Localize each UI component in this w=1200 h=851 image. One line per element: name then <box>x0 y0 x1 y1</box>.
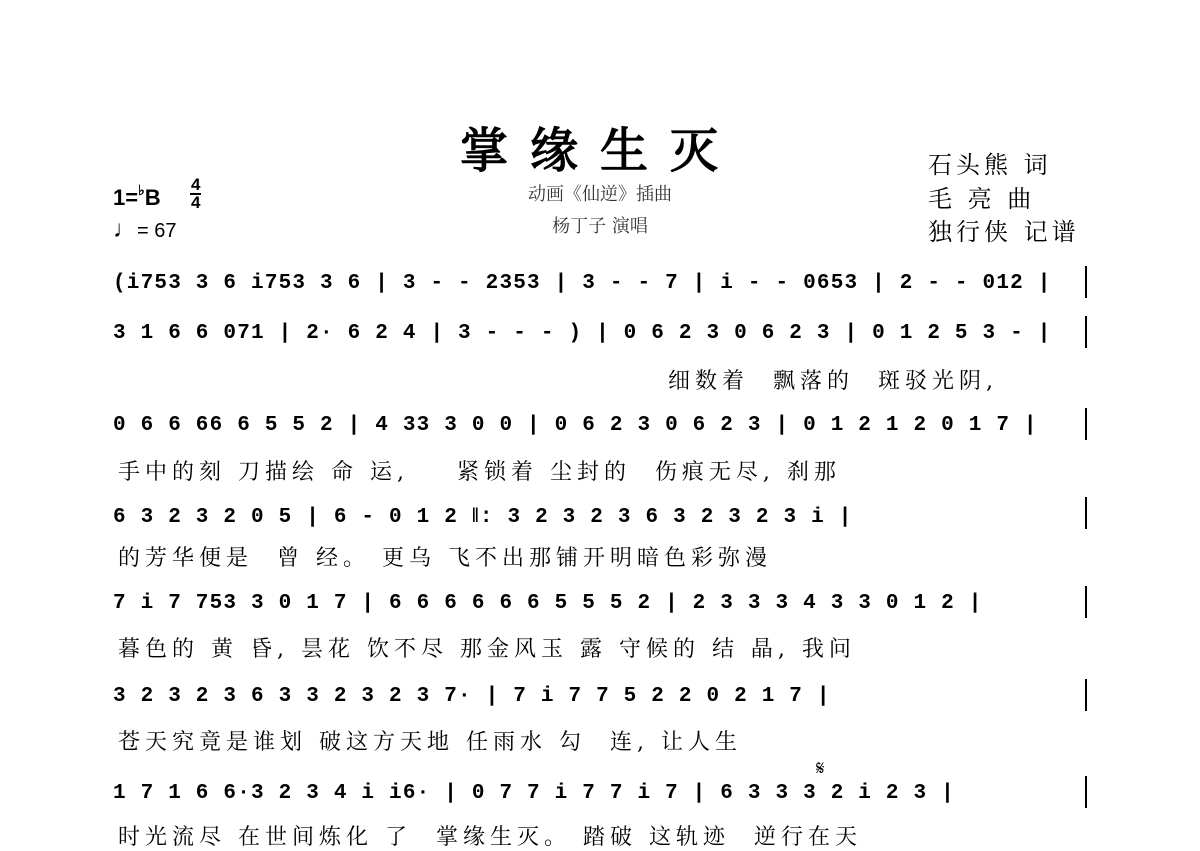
lyric-row: 的芳华便是 曾 经。 更乌 飞不出那铺开明暗色彩弥漫 <box>118 546 772 571</box>
key-signature <box>113 182 161 211</box>
system-end-barline <box>1085 586 1087 618</box>
key-note: B <box>144 185 161 210</box>
system-end-barline <box>1085 266 1087 298</box>
system-end-barline <box>1085 679 1087 711</box>
flat-icon: ♭ <box>138 182 145 198</box>
system-end-barline <box>1085 497 1087 529</box>
notation-row: 6 3 2 3 2 0 5 | 6 - 0 1 2 ‖: 3 2 3 2 3 6 3 2 3 2 3 i | <box>113 506 853 529</box>
subtitle: 动画《仙逆》插曲 <box>528 184 672 205</box>
notation-row: 0 6 6 66 6 5 5 2 | 4 33 3 0 0 | 0 6 2 3 0 6 2 3 | 0 1 2 1 2 0 1 7 | <box>113 414 1038 437</box>
meter-bottom: 4 <box>191 193 201 212</box>
key-prefix: 1= <box>113 185 139 210</box>
notation-row: 1 7 1 6 6·3 2 3 4 i i6· | 0 7 7 i 7 7 i 7 | 6 3 3 3 2 i 2 3 | <box>113 782 955 805</box>
lyric-row: 时光流尽 在世间炼化 了 掌缘生灭。 踏破 这轨迹 逆行在天 <box>118 825 862 850</box>
composer-credit: 毛 亮 曲 <box>928 185 1036 213</box>
system-end-barline <box>1085 316 1087 348</box>
notation-row: 3 2 3 2 3 6 3 3 2 3 2 3 7· | 7 i 7 7 5 2 2 0 2 1 7 | <box>113 685 831 708</box>
lyricist-credit: 石头熊 词 <box>928 151 1052 179</box>
singer-credit: 杨丁子 演唱 <box>552 216 648 237</box>
lyric-row: 细数着 飘落的 斑驳光阴, <box>668 369 998 394</box>
page-title: 掌缘生灭 <box>459 123 740 179</box>
tempo-value: = 67 <box>137 220 177 242</box>
lyric-row: 手中的刻 刀描绘 命 运, 紧锁着 尘封的 伤痕无尽, 刹那 <box>118 460 841 485</box>
tempo-marking <box>113 216 176 244</box>
system-end-barline <box>1085 408 1087 440</box>
segno-icon: 𝄋 <box>816 756 825 780</box>
meter-top: 4 <box>191 175 201 194</box>
notation-row: 7 i 7 753 3 0 1 7 | 6 6 6 6 6 6 5 5 5 2 | 2 3 3 3 4 3 3 0 1 2 | <box>113 592 983 615</box>
system-end-barline <box>1085 776 1087 808</box>
quarter-note-icon: ♩ <box>113 216 137 243</box>
lyric-row: 苍天究竟是谁划 破这方天地 任雨水 勾 连, 让人生 <box>118 730 742 755</box>
transcriber-credit: 独行侠 记谱 <box>928 218 1080 246</box>
time-signature <box>190 177 201 211</box>
notation-row: (i753 3 6 i753 3 6 | 3 - - 2353 | 3 - - 7 | i - - 0653 | 2 - - 012 | <box>113 272 1052 295</box>
notation-row: 3 1 6 6 071 | 2· 6 2 4 | 3 - - - ) | 0 6 2 3 0 6 2 3 | 0 1 2 5 3 - | <box>113 322 1052 345</box>
lyric-row: 暮色的 黄 昏, 昙花 饮不尽 那金风玉 露 守候的 结 晶, 我问 <box>118 637 856 662</box>
